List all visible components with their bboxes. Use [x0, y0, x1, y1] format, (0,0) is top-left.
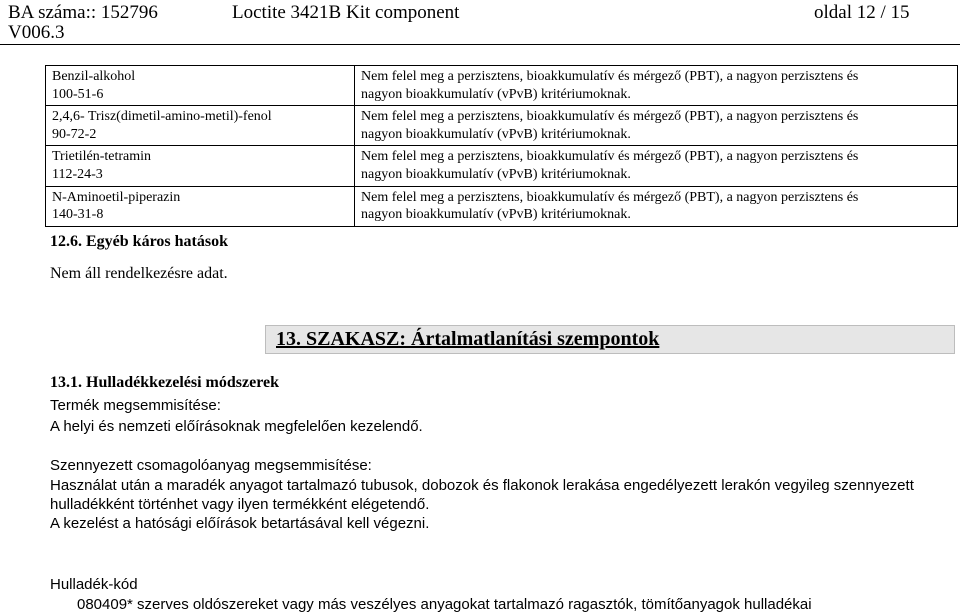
assessment-cell: [355, 106, 958, 146]
table-row: [46, 186, 958, 226]
assessment-text: Nem felel meg a perzisztens, bioakkumulatív és mérgező (PBT), a nagyon perzisztens és: [361, 149, 859, 165]
pbt-assessment-table: [45, 65, 958, 227]
section-heading-12-6: 12.6. Egyéb káros hatások: [50, 233, 228, 250]
version-label: V006.3: [8, 22, 65, 43]
section-12-6-text: Nem áll rendelkezésre adat.: [50, 265, 228, 282]
section-banner: [265, 325, 955, 354]
assessment-text: Nem felel meg a perzisztens, bioakkumulatív és mérgező (PBT), a nagyon perzisztens és: [361, 69, 859, 84]
assessment-text: Nem felel meg a perzisztens, bioakkumulatív és mérgező (PBT), a nagyon perzisztens és: [361, 109, 859, 125]
table-row: [46, 106, 958, 146]
packaging-disposal-text: Használat után a maradék anyagot tartalmazó tubusok, dobozok és flakonok lerakása engedélyezett lerakón vegyileg szennyezett: [50, 477, 914, 494]
assessment-text-cont: nagyon bioakkumulatív (vPvB) kritériumoknak.: [361, 207, 631, 223]
section-heading-13-1: 13.1. Hulladékkezelési módszerek: [50, 374, 280, 391]
packaging-disposal-text-cont: hulladékként történhet vagy ilyen termékként elégetendő.: [50, 496, 430, 513]
assessment-text: Nem felel meg a perzisztens, bioakkumulatív és mérgező (PBT), a nagyon perzisztens és: [361, 189, 859, 205]
document-id: BA száma:: 152796: [8, 2, 158, 23]
cas-number: 100-51-6: [52, 86, 104, 102]
table-row: [46, 66, 958, 106]
substance-name: 2,4,6- Trisz(dimetil-amino-metil)-fenol: [52, 109, 272, 125]
header-divider: [0, 44, 960, 45]
substance-cell: [46, 66, 355, 106]
product-name: Loctite 3421B Kit component: [232, 2, 460, 23]
substance-name: Trietilén-tetramin: [52, 149, 152, 165]
substance-cell: [46, 186, 355, 226]
table-row: [46, 146, 958, 186]
waste-code-text: 080409* szerves oldószereket vagy más veszélyes anyagokat tartalmazó ragasztók, tömítőanyagok hulladékai: [77, 596, 812, 613]
waste-code-label: Hulladék-kód: [50, 576, 138, 593]
section-title: 13. SZAKASZ: Ártalmatlanítási szempontok: [276, 328, 660, 350]
substance-name: Benzil-alkohol: [52, 69, 136, 84]
substance-name: N-Aminoetil-piperazin: [52, 189, 181, 205]
assessment-cell: [355, 66, 958, 106]
assessment-cell: [355, 146, 958, 186]
page-number: oldal 12 / 15: [814, 2, 910, 23]
substance-cell: [46, 106, 355, 146]
cas-number: 90-72-2: [52, 126, 97, 142]
assessment-text-cont: nagyon bioakkumulatív (vPvB) kritériumoknak.: [361, 86, 631, 102]
packaging-disposal-note: A kezelést a hatósági előírások betartásával kell végezni.: [50, 515, 430, 532]
assessment-text-cont: nagyon bioakkumulatív (vPvB) kritériumoknak.: [361, 126, 631, 142]
assessment-text-cont: nagyon bioakkumulatív (vPvB) kritériumoknak.: [361, 166, 631, 182]
product-disposal-label: Termék megsemmisítése:: [50, 397, 221, 414]
substance-cell: [46, 146, 355, 186]
cas-number: 112-24-3: [52, 166, 103, 182]
assessment-cell: [355, 186, 958, 226]
packaging-disposal-label: Szennyezett csomagolóanyag megsemmisítése:: [50, 457, 372, 474]
product-disposal-text: A helyi és nemzeti előírásoknak megfelelően kezelendő.: [50, 418, 423, 435]
cas-number: 140-31-8: [52, 207, 104, 223]
